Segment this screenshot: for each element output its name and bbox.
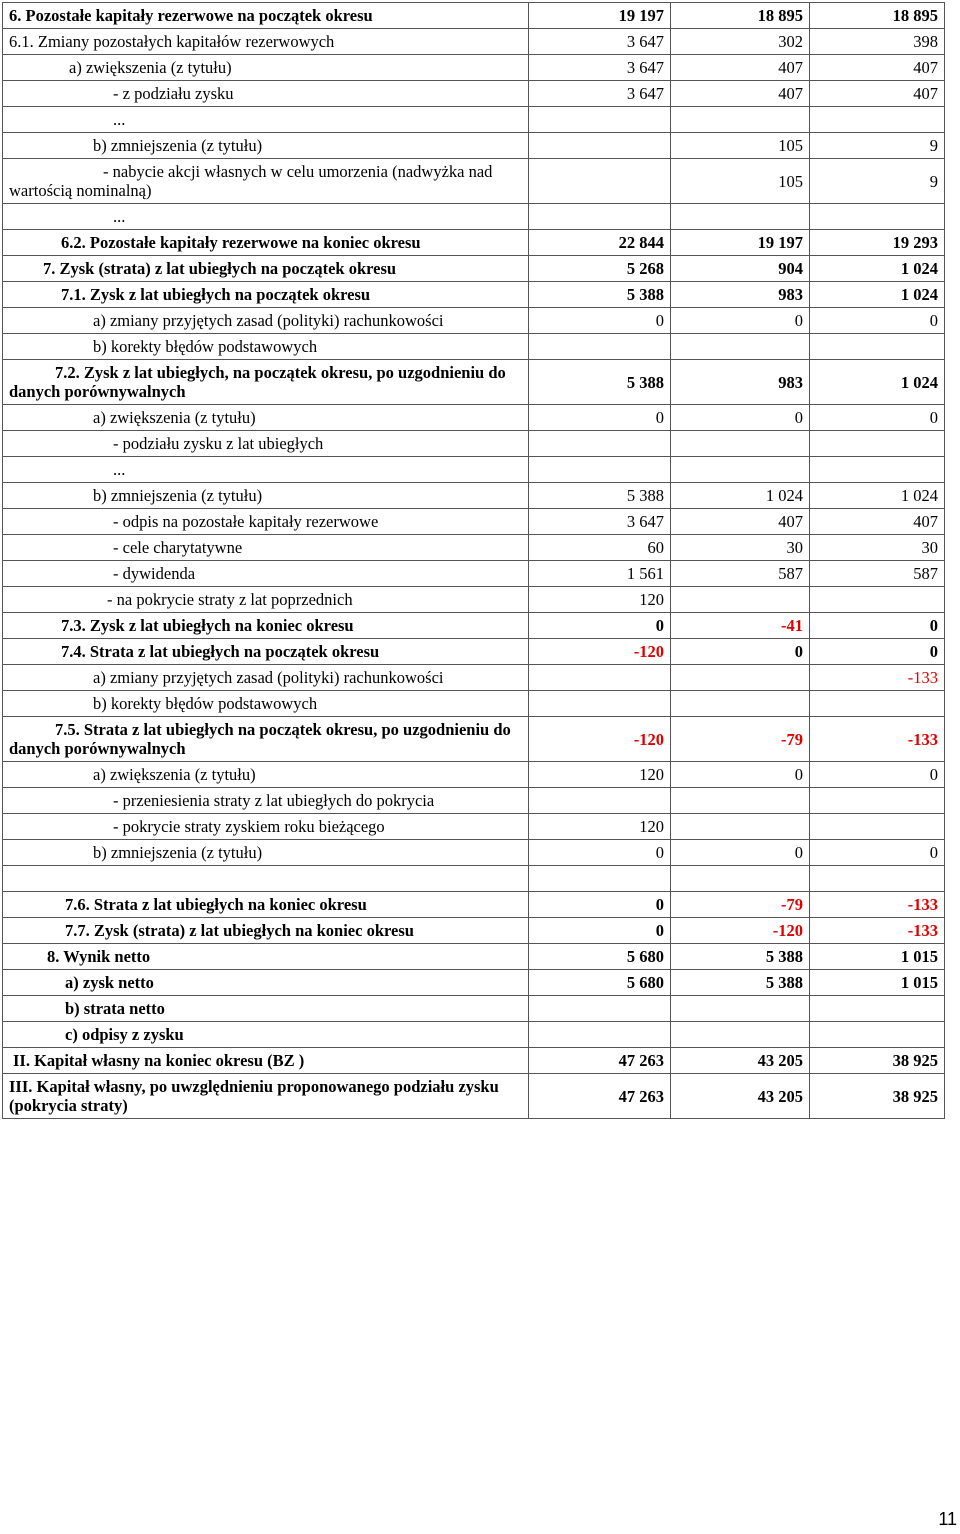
- value-cell-col1: 3 647: [529, 55, 671, 81]
- value-cell-col1: 120: [529, 762, 671, 788]
- value-cell-col1: -120: [529, 639, 671, 665]
- value-cell-col2: [671, 788, 810, 814]
- value-cell-col2: [671, 334, 810, 360]
- value-cell-col2: 0: [671, 405, 810, 431]
- value-cell-col2: [671, 107, 810, 133]
- row-label: a) zwiększenia (z tytułu): [3, 762, 529, 788]
- table-row: [3, 970, 945, 996]
- value-cell-col2: [671, 691, 810, 717]
- value-cell-col1: 0: [529, 840, 671, 866]
- value-cell-col2: 5 388: [671, 944, 810, 970]
- row-label: - z podziału zysku: [3, 81, 529, 107]
- table-row: [3, 159, 945, 204]
- table-row: [3, 29, 945, 55]
- value-cell-col3: 9: [810, 159, 945, 204]
- row-label: 7.7. Zysk (strata) z lat ubiegłych na koniec okresu: [3, 918, 529, 944]
- table-row: [3, 587, 945, 613]
- value-cell-col3: 407: [810, 509, 945, 535]
- row-label: 7.6. Strata z lat ubiegłych na koniec okresu: [3, 892, 529, 918]
- value-cell-col1: [529, 204, 671, 230]
- row-label: - podziału zysku z lat ubiegłych: [3, 431, 529, 457]
- value-cell-col3: 587: [810, 561, 945, 587]
- value-cell-col2: 0: [671, 762, 810, 788]
- value-cell-col1: [529, 133, 671, 159]
- value-cell-col3: [810, 334, 945, 360]
- value-cell-col1: 0: [529, 892, 671, 918]
- row-label: - na pokrycie straty z lat poprzednich: [3, 587, 529, 613]
- table-row: [3, 308, 945, 334]
- page-number: 11: [938, 1509, 957, 1529]
- table-row: [3, 996, 945, 1022]
- value-cell-col2: [671, 1022, 810, 1048]
- table-row: [3, 762, 945, 788]
- table-row: [3, 107, 945, 133]
- value-cell-col1: [529, 996, 671, 1022]
- value-cell-col3: 18 895: [810, 3, 945, 29]
- table-row: [3, 457, 945, 483]
- table-row: [3, 814, 945, 840]
- table-row: [3, 918, 945, 944]
- value-cell-col2: [671, 866, 810, 892]
- value-cell-col1: [529, 107, 671, 133]
- value-cell-col2: 0: [671, 639, 810, 665]
- row-label: 7.1. Zysk z lat ubiegłych na początek okresu: [3, 282, 529, 308]
- value-cell-col3: 0: [810, 405, 945, 431]
- value-cell-col2: 983: [671, 360, 810, 405]
- value-cell-col2: -120: [671, 918, 810, 944]
- table-row: [3, 431, 945, 457]
- value-cell-col3: 407: [810, 81, 945, 107]
- table-row: [3, 133, 945, 159]
- row-label: a) zmiany przyjętych zasad (polityki) rachunkowości: [3, 665, 529, 691]
- value-cell-col2: 983: [671, 282, 810, 308]
- table-row: [3, 55, 945, 81]
- value-cell-col1: [529, 334, 671, 360]
- value-cell-col3: 0: [810, 613, 945, 639]
- value-cell-col1: 47 263: [529, 1074, 671, 1119]
- value-cell-col2: 0: [671, 308, 810, 334]
- row-label: - nabycie akcji własnych w celu umorzenia (nadwyżka nad wartością nominalną): [3, 159, 529, 204]
- value-cell-col2: 407: [671, 509, 810, 535]
- value-cell-col2: -79: [671, 717, 810, 762]
- value-cell-col2: 105: [671, 159, 810, 204]
- value-cell-col3: 1 024: [810, 282, 945, 308]
- value-cell-col3: 398: [810, 29, 945, 55]
- value-cell-col2: [671, 996, 810, 1022]
- value-cell-col3: -133: [810, 717, 945, 762]
- row-label: 6.2. Pozostałe kapitały rezerwowe na koniec okresu: [3, 230, 529, 256]
- row-label: 7.2. Zysk z lat ubiegłych, na początek okresu, po uzgodnieniu do danych porównywalnych: [3, 360, 529, 405]
- row-label: - cele charytatywne: [3, 535, 529, 561]
- table-row: [3, 256, 945, 282]
- value-cell-col3: -133: [810, 918, 945, 944]
- value-cell-col1: 3 647: [529, 81, 671, 107]
- value-cell-col3: 19 293: [810, 230, 945, 256]
- table-row: [3, 1022, 945, 1048]
- row-label: b) strata netto: [3, 996, 529, 1022]
- table-row: [3, 509, 945, 535]
- value-cell-col3: 0: [810, 308, 945, 334]
- row-label: - dywidenda: [3, 561, 529, 587]
- table-row: [3, 535, 945, 561]
- row-label: ...: [3, 107, 529, 133]
- value-cell-col3: -133: [810, 665, 945, 691]
- value-cell-col2: -41: [671, 613, 810, 639]
- row-label: 7.5. Strata z lat ubiegłych na początek okresu, po uzgodnieniu do danych porównywalnych: [3, 717, 529, 762]
- row-label: II. Kapitał własny na koniec okresu (BZ ): [3, 1048, 529, 1074]
- row-label: b) zmniejszenia (z tytułu): [3, 483, 529, 509]
- value-cell-col1: [529, 431, 671, 457]
- table-row: [3, 561, 945, 587]
- value-cell-col1: [529, 665, 671, 691]
- table-row: [3, 717, 945, 762]
- row-label: 6. Pozostałe kapitały rezerwowe na początek okresu: [3, 3, 529, 29]
- row-label: c) odpisy z zysku: [3, 1022, 529, 1048]
- value-cell-col1: 3 647: [529, 509, 671, 535]
- table-row: [3, 840, 945, 866]
- value-cell-col1: 5 388: [529, 282, 671, 308]
- value-cell-col2: 30: [671, 535, 810, 561]
- table-row: [3, 81, 945, 107]
- value-cell-col1: [529, 457, 671, 483]
- value-cell-col1: 0: [529, 405, 671, 431]
- value-cell-col1: 19 197: [529, 3, 671, 29]
- table-row: [3, 360, 945, 405]
- value-cell-col2: 105: [671, 133, 810, 159]
- value-cell-col2: 0: [671, 840, 810, 866]
- value-cell-col3: 1 024: [810, 360, 945, 405]
- value-cell-col1: 5 680: [529, 970, 671, 996]
- value-cell-col1: 1 561: [529, 561, 671, 587]
- row-label: - pokrycie straty zyskiem roku bieżącego: [3, 814, 529, 840]
- table-row: [3, 691, 945, 717]
- table-row: [3, 282, 945, 308]
- value-cell-col3: [810, 457, 945, 483]
- value-cell-col3: [810, 788, 945, 814]
- table-row: [3, 3, 945, 29]
- table-row: [3, 405, 945, 431]
- value-cell-col2: -79: [671, 892, 810, 918]
- value-cell-col1: 120: [529, 587, 671, 613]
- value-cell-col1: 120: [529, 814, 671, 840]
- value-cell-col3: 0: [810, 762, 945, 788]
- value-cell-col2: 407: [671, 55, 810, 81]
- row-label: 7.4. Strata z lat ubiegłych na początek okresu: [3, 639, 529, 665]
- value-cell-col1: [529, 159, 671, 204]
- row-label: a) zmiany przyjętych zasad (polityki) rachunkowości: [3, 308, 529, 334]
- row-label: - przeniesienia straty z lat ubiegłych do pokrycia: [3, 788, 529, 814]
- row-label: 7.3. Zysk z lat ubiegłych na koniec okresu: [3, 613, 529, 639]
- value-cell-col2: 43 205: [671, 1048, 810, 1074]
- table-row: [3, 230, 945, 256]
- table-row: [3, 483, 945, 509]
- value-cell-col1: 0: [529, 308, 671, 334]
- value-cell-col2: 407: [671, 81, 810, 107]
- row-label: ...: [3, 204, 529, 230]
- row-label: ...: [3, 457, 529, 483]
- row-label: 7. Zysk (strata) z lat ubiegłych na początek okresu: [3, 256, 529, 282]
- value-cell-col3: [810, 996, 945, 1022]
- value-cell-col2: 5 388: [671, 970, 810, 996]
- value-cell-col1: 0: [529, 613, 671, 639]
- row-label: 6.1. Zmiany pozostałych kapitałów rezerwowych: [3, 29, 529, 55]
- table-body: [3, 3, 945, 1119]
- table-row: [3, 613, 945, 639]
- value-cell-col2: 1 024: [671, 483, 810, 509]
- row-label: 8. Wynik netto: [3, 944, 529, 970]
- value-cell-col2: [671, 814, 810, 840]
- value-cell-col2: 587: [671, 561, 810, 587]
- value-cell-col2: [671, 204, 810, 230]
- value-cell-col2: [671, 665, 810, 691]
- table-row: [3, 639, 945, 665]
- value-cell-col3: 0: [810, 840, 945, 866]
- value-cell-col3: [810, 431, 945, 457]
- row-label: a) zwiększenia (z tytułu): [3, 55, 529, 81]
- value-cell-col3: 1 015: [810, 970, 945, 996]
- value-cell-col3: [810, 691, 945, 717]
- value-cell-col2: 19 197: [671, 230, 810, 256]
- value-cell-col3: [810, 107, 945, 133]
- row-label: b) zmniejszenia (z tytułu): [3, 840, 529, 866]
- table-row: [3, 944, 945, 970]
- value-cell-col3: [810, 866, 945, 892]
- value-cell-col1: 0: [529, 918, 671, 944]
- value-cell-col1: -120: [529, 717, 671, 762]
- value-cell-col1: 3 647: [529, 29, 671, 55]
- value-cell-col3: [810, 587, 945, 613]
- row-label: b) zmniejszenia (z tytułu): [3, 133, 529, 159]
- row-label: a) zwiększenia (z tytułu): [3, 405, 529, 431]
- table-row: [3, 892, 945, 918]
- value-cell-col1: 5 388: [529, 360, 671, 405]
- value-cell-col1: [529, 691, 671, 717]
- value-cell-col1: 22 844: [529, 230, 671, 256]
- value-cell-col3: 38 925: [810, 1074, 945, 1119]
- value-cell-col3: [810, 204, 945, 230]
- table-row: [3, 1048, 945, 1074]
- row-label: b) korekty błędów podstawowych: [3, 334, 529, 360]
- table-row: [3, 788, 945, 814]
- table-row: [3, 334, 945, 360]
- value-cell-col1: [529, 866, 671, 892]
- table-row: [3, 866, 945, 892]
- value-cell-col3: [810, 1022, 945, 1048]
- value-cell-col3: 1 024: [810, 256, 945, 282]
- value-cell-col3: -133: [810, 892, 945, 918]
- row-label: - odpis na pozostałe kapitały rezerwowe: [3, 509, 529, 535]
- value-cell-col2: [671, 587, 810, 613]
- value-cell-col3: 0: [810, 639, 945, 665]
- value-cell-col2: 43 205: [671, 1074, 810, 1119]
- value-cell-col3: 407: [810, 55, 945, 81]
- row-label: [3, 866, 529, 892]
- table-row: [3, 665, 945, 691]
- value-cell-col1: 47 263: [529, 1048, 671, 1074]
- value-cell-col3: 9: [810, 133, 945, 159]
- table-row: [3, 204, 945, 230]
- value-cell-col2: 302: [671, 29, 810, 55]
- financial-statement-table: [2, 2, 945, 1119]
- value-cell-col3: 1 024: [810, 483, 945, 509]
- value-cell-col2: [671, 457, 810, 483]
- value-cell-col3: 38 925: [810, 1048, 945, 1074]
- value-cell-col3: 1 015: [810, 944, 945, 970]
- value-cell-col2: [671, 431, 810, 457]
- row-label: a) zysk netto: [3, 970, 529, 996]
- value-cell-col1: 5 268: [529, 256, 671, 282]
- value-cell-col1: 60: [529, 535, 671, 561]
- value-cell-col1: 5 680: [529, 944, 671, 970]
- table-row: [3, 1074, 945, 1119]
- value-cell-col2: 904: [671, 256, 810, 282]
- row-label: b) korekty błędów podstawowych: [3, 691, 529, 717]
- row-label: III. Kapitał własny, po uwzględnieniu proponowanego podziału zysku (pokrycia straty): [3, 1074, 529, 1119]
- value-cell-col1: [529, 788, 671, 814]
- value-cell-col3: [810, 814, 945, 840]
- value-cell-col2: 18 895: [671, 3, 810, 29]
- value-cell-col1: 5 388: [529, 483, 671, 509]
- value-cell-col3: 30: [810, 535, 945, 561]
- value-cell-col1: [529, 1022, 671, 1048]
